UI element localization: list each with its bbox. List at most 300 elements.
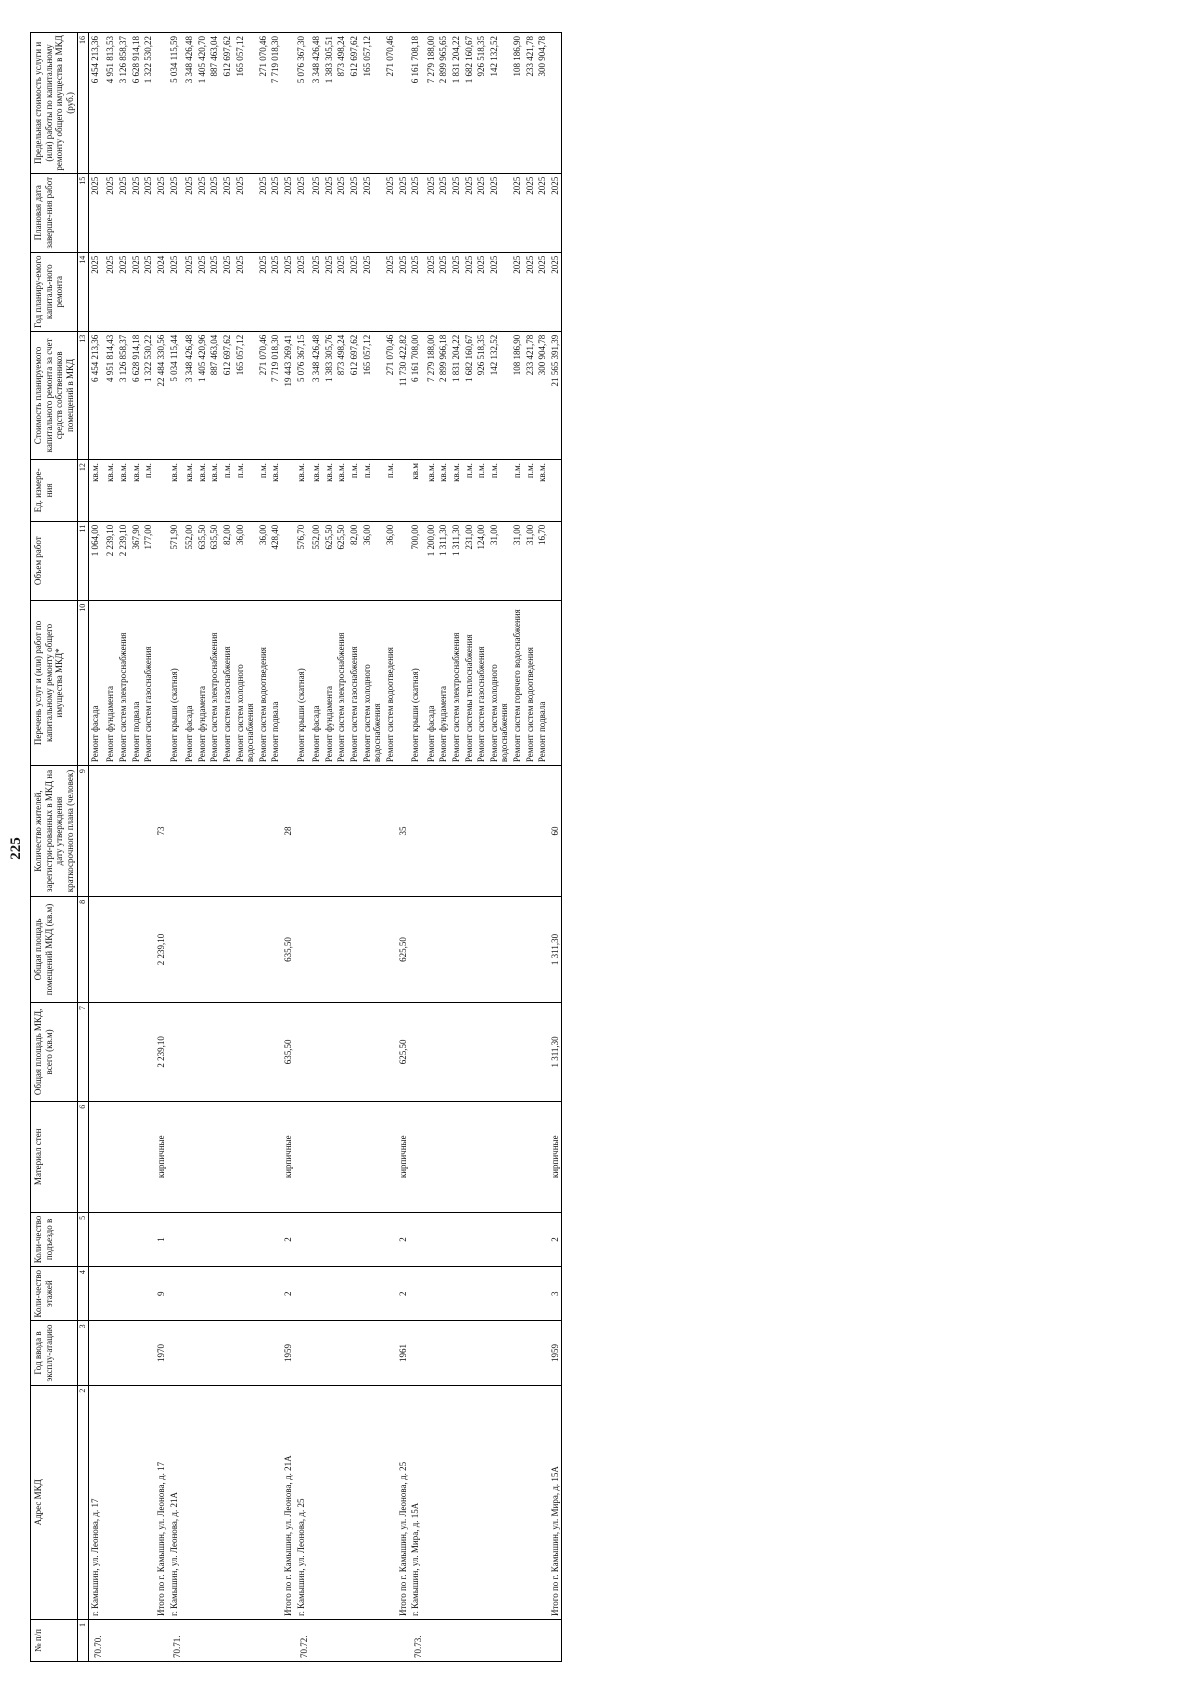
table-row [130,33,143,1662]
cell-floors [475,1267,488,1321]
cell-cost: 7 719 018,30 [269,331,282,459]
cell-number [323,1620,336,1662]
cell-volume: 576,70 [295,521,311,600]
cell-residents [183,766,196,897]
capital-repair-plan-table [30,32,562,1662]
cell-plan-year: 2025 [549,252,562,331]
cell-number [155,1620,168,1662]
cell-floors [221,1267,234,1321]
cell-number [488,1620,511,1662]
cell-entrances [463,1212,476,1266]
cell-floors [335,1267,348,1321]
cell-unit: п.м. [475,460,488,522]
cell-max-cost: 1 682 160,67 [463,33,476,174]
cell-volume: 31,00 [524,521,537,600]
table-row [295,33,311,1662]
cell-number [384,1620,397,1662]
cell-commission-year [130,1321,143,1385]
cell-volume [549,521,562,600]
cell-total-area [183,1003,196,1102]
table-row [221,33,234,1662]
cell-completion-date: 2025 [409,173,425,252]
cell-completion-date: 2025 [117,173,130,252]
cell-residents [409,766,425,897]
cell-wall-material [183,1101,196,1212]
cell-volume: 31,00 [488,521,511,600]
cell-address [208,1385,221,1619]
cell-address [524,1385,537,1619]
cell-floors: 2 [282,1267,295,1321]
cell-premises-area [425,896,438,1002]
cell-number: 70.72. [295,1620,311,1662]
table-row [208,33,221,1662]
cell-cost: 926 518,35 [475,331,488,459]
cell-address [323,1385,336,1619]
cell-address [361,1385,384,1619]
cell-floors [295,1267,311,1321]
cell-completion-date: 2025 [524,173,537,252]
cell-floors [524,1267,537,1321]
cell-residents [463,766,476,897]
cell-unit: кв.м. [437,460,450,522]
cell-completion-date: 2025 [221,173,234,252]
cell-address [234,1385,257,1619]
cell-volume [282,521,295,600]
cell-works: Ремонт систем холодного водоснабжения [488,600,511,765]
cell-total-area [257,1003,270,1102]
cell-number [282,1620,295,1662]
cell-entrances [117,1212,130,1266]
cell-works: Ремонт крыши (скатная) [168,600,184,765]
cell-plan-year: 2025 [475,252,488,331]
cell-completion-date: 2025 [450,173,463,252]
cell-floors [384,1267,397,1321]
column-number-7: 7 [78,1003,88,1102]
cell-max-cost: 926 518,35 [475,33,488,174]
cell-works: Ремонт систем водоотведения [384,600,397,765]
cell-address [450,1385,463,1619]
cell-works: Ремонт систем электроснабжения [117,600,130,765]
cell-wall-material [463,1101,476,1212]
column-number-4: 4 [78,1267,88,1321]
cell-commission-year [196,1321,209,1385]
cell-completion-date: 2025 [475,173,488,252]
cell-max-cost: 612 697,62 [348,33,361,174]
cell-number: 70.70. [88,1620,104,1662]
cell-plan-year: 2025 [196,252,209,331]
cell-floors [104,1267,117,1321]
cell-residents [475,766,488,897]
cell-address: Итого по г. Камышин, ул. Леонова, д. 21А [282,1385,295,1619]
cell-commission-year [295,1321,311,1385]
cell-volume: 36,00 [257,521,270,600]
cell-number [361,1620,384,1662]
cell-plan-year: 2025 [142,252,155,331]
cell-entrances [257,1212,270,1266]
cell-total-area [196,1003,209,1102]
cell-premises-area [183,896,196,1002]
cell-works: Ремонт фундамента [437,600,450,765]
cell-works: Ремонт фундамента [104,600,117,765]
cell-floors [361,1267,384,1321]
cell-cost: 3 126 858,37 [117,331,130,459]
cell-works: Ремонт фундамента [196,600,209,765]
cell-completion-date: 2025 [88,173,104,252]
cell-total-area [168,1003,184,1102]
column-number-12: 12 [78,460,88,522]
cell-completion-date: 2025 [463,173,476,252]
cell-residents [104,766,117,897]
table-row [348,33,361,1662]
cell-wall-material [130,1101,143,1212]
cell-plan-year: 2025 [536,252,549,331]
cell-premises-area [196,896,209,1002]
cell-address [257,1385,270,1619]
cell-max-cost: 6 628 914,18 [130,33,143,174]
cell-address [384,1385,397,1619]
cell-total-area [104,1003,117,1102]
header-address: Адрес МКД [31,1385,78,1619]
cell-completion-date: 2025 [536,173,549,252]
cell-commission-year [310,1321,323,1385]
cell-number [335,1620,348,1662]
cell-volume: 1 311,30 [437,521,450,600]
cell-plan-year: 2025 [88,252,104,331]
cell-max-cost: 5 034 115,59 [168,33,184,174]
cell-cost: 300 904,78 [536,331,549,459]
cell-floors [117,1267,130,1321]
cell-works: Ремонт систем электроснабжения [208,600,221,765]
column-number-5: 5 [78,1212,88,1266]
cell-completion-date: 2025 [234,173,257,252]
table-row [361,33,384,1662]
cell-plan-year: 2025 [524,252,537,331]
cell-premises-area: 1 311,30 [549,896,562,1002]
cell-residents [142,766,155,897]
cell-total-area [475,1003,488,1102]
cell-premises-area [142,896,155,1002]
cell-max-cost: 2 899 965,65 [437,33,450,174]
table-body [88,33,562,1662]
cell-residents [295,766,311,897]
table-row [450,33,463,1662]
cell-commission-year [511,1321,524,1385]
cell-plan-year: 2025 [130,252,143,331]
cell-works: Ремонт систем газоснабжения [221,600,234,765]
cell-completion-date: 2025 [142,173,155,252]
cell-max-cost: 271 070,46 [384,33,397,174]
cell-works: Ремонт крыши (скатная) [295,600,311,765]
cell-entrances [183,1212,196,1266]
cell-unit: кв.м. [183,460,196,522]
cell-residents [257,766,270,897]
cell-residents [196,766,209,897]
cell-entrances [269,1212,282,1266]
cell-wall-material [475,1101,488,1212]
cell-plan-year: 2025 [323,252,336,331]
cell-wall-material [409,1101,425,1212]
cell-commission-year [117,1321,130,1385]
cell-works: Ремонт систем электроснабжения [450,600,463,765]
cell-cost: 233 421,78 [524,331,537,459]
header-commission-year: Год ввода в эксплу-атацию [31,1321,78,1385]
cell-cost: 11 730 422,82 [397,331,410,459]
cell-wall-material [384,1101,397,1212]
cell-entrances [536,1212,549,1266]
cell-completion-date: 2025 [425,173,438,252]
cell-entrances [450,1212,463,1266]
cell-total-area: 635,50 [282,1003,295,1102]
cell-address [425,1385,438,1619]
cell-premises-area [409,896,425,1002]
cell-commission-year [88,1321,104,1385]
cell-entrances: 2 [282,1212,295,1266]
cell-wall-material [196,1101,209,1212]
cell-plan-year: 2025 [463,252,476,331]
cell-premises-area [488,896,511,1002]
cell-entrances [511,1212,524,1266]
header-wall-material: Материал стен [31,1101,78,1212]
cell-residents [536,766,549,897]
cell-floors: 2 [397,1267,410,1321]
column-number-2: 2 [78,1385,88,1619]
cell-plan-year: 2025 [168,252,184,331]
cell-works: Ремонт систем водоотведения [524,600,537,765]
cell-volume: 82,00 [348,521,361,600]
cell-works [282,600,295,765]
cell-cost: 22 484 330,56 [155,331,168,459]
cell-number [208,1620,221,1662]
total-row [282,33,295,1662]
cell-plan-year: 2025 [117,252,130,331]
cell-volume: 231,00 [463,521,476,600]
cell-completion-date: 2025 [335,173,348,252]
cell-unit: кв.м. [450,460,463,522]
cell-volume: 36,00 [234,521,257,600]
cell-plan-year: 2025 [397,252,410,331]
cell-entrances [335,1212,348,1266]
cell-entrances [208,1212,221,1266]
cell-premises-area [88,896,104,1002]
cell-cost: 612 697,62 [221,331,234,459]
cell-total-area [348,1003,361,1102]
cell-premises-area [257,896,270,1002]
cell-entrances [524,1212,537,1266]
cell-cost: 19 443 269,41 [282,331,295,459]
cell-cost: 2 899 966,18 [437,331,450,459]
cell-plan-year: 2025 [221,252,234,331]
cell-commission-year [437,1321,450,1385]
cell-wall-material [295,1101,311,1212]
cell-commission-year [361,1321,384,1385]
cell-premises-area [361,896,384,1002]
cell-wall-material [361,1101,384,1212]
cell-entrances [88,1212,104,1266]
cell-residents [335,766,348,897]
cell-plan-year: 2025 [348,252,361,331]
cell-entrances [295,1212,311,1266]
cell-commission-year: 1959 [549,1321,562,1385]
cell-address [463,1385,476,1619]
cell-commission-year [104,1321,117,1385]
cell-unit: п.м. [463,460,476,522]
cell-max-cost [282,33,295,174]
table-row [168,33,184,1662]
table-row [234,33,257,1662]
cell-cost: 873 498,24 [335,331,348,459]
cell-completion-date: 2025 [130,173,143,252]
cell-entrances [168,1212,184,1266]
cell-unit: кв.м. [196,460,209,522]
cell-cost: 1 831 204,22 [450,331,463,459]
cell-premises-area [437,896,450,1002]
cell-max-cost: 300 904,78 [536,33,549,174]
cell-cost: 108 186,90 [511,331,524,459]
cell-volume: 1 200,00 [425,521,438,600]
cell-commission-year [221,1321,234,1385]
cell-premises-area: 635,50 [282,896,295,1002]
cell-wall-material [348,1101,361,1212]
cell-number [511,1620,524,1662]
cell-address [183,1385,196,1619]
cell-premises-area [168,896,184,1002]
cell-total-area [335,1003,348,1102]
cell-plan-year: 2025 [361,252,384,331]
cell-total-area [425,1003,438,1102]
cell-residents: 35 [397,766,410,897]
cell-commission-year [208,1321,221,1385]
column-number-14: 14 [78,252,88,331]
cell-cost: 21 565 391,39 [549,331,562,459]
cell-wall-material [488,1101,511,1212]
cell-entrances [384,1212,397,1266]
cell-premises-area [104,896,117,1002]
cell-plan-year: 2025 [409,252,425,331]
cell-wall-material [257,1101,270,1212]
cell-commission-year [323,1321,336,1385]
cell-total-area [310,1003,323,1102]
cell-floors [348,1267,361,1321]
total-row [397,33,410,1662]
cell-total-area [488,1003,511,1102]
cell-completion-date: 2025 [437,173,450,252]
cell-entrances [348,1212,361,1266]
cell-entrances: 2 [549,1212,562,1266]
cell-commission-year [450,1321,463,1385]
cell-entrances: 2 [397,1212,410,1266]
cell-plan-year: 2025 [234,252,257,331]
cell-cost: 1 383 305,76 [323,331,336,459]
cell-works: Ремонт систем газоснабжения [142,600,155,765]
cell-floors [536,1267,549,1321]
cell-completion-date: 2025 [208,173,221,252]
cell-max-cost: 1 322 530,22 [142,33,155,174]
cell-max-cost: 873 498,24 [335,33,348,174]
cell-completion-date: 2025 [348,173,361,252]
cell-plan-year: 2025 [310,252,323,331]
cell-floors [269,1267,282,1321]
cell-works: Ремонт фундамента [323,600,336,765]
cell-volume: 367,90 [130,521,143,600]
cell-total-area [295,1003,311,1102]
table-row [88,33,104,1662]
cell-unit: кв.м. [536,460,549,522]
cell-commission-year [463,1321,476,1385]
cell-unit: кв.м. [168,460,184,522]
cell-works: Ремонт систем водоотведения [257,600,270,765]
cell-total-area [234,1003,257,1102]
cell-address [196,1385,209,1619]
cell-volume: 1 311,30 [450,521,463,600]
header-max-cost: Предельная стоимость услуги и (или) работы по капитальному ремонту общего имущества в МКД (руб.) [31,33,78,174]
cell-total-area [409,1003,425,1102]
cell-unit: п.м. [511,460,524,522]
cell-wall-material [323,1101,336,1212]
cell-number [348,1620,361,1662]
table-row [437,33,450,1662]
cell-works: Ремонт систем холодного водоснабжения [361,600,384,765]
table-row [183,33,196,1662]
cell-max-cost: 4 951 813,53 [104,33,117,174]
cell-wall-material [208,1101,221,1212]
cell-works: Ремонт фасада [425,600,438,765]
cell-residents [488,766,511,897]
cell-residents [130,766,143,897]
cell-total-area [142,1003,155,1102]
cell-number [196,1620,209,1662]
cell-residents [117,766,130,897]
header-volume: Объем работ [31,521,78,600]
cell-entrances [409,1212,425,1266]
table-row [196,33,209,1662]
cell-wall-material [269,1101,282,1212]
cell-total-area [463,1003,476,1102]
header-entrances: Коли-чество подъездо в [31,1212,78,1266]
cell-completion-date: 2025 [384,173,397,252]
cell-entrances [425,1212,438,1266]
cell-wall-material [335,1101,348,1212]
cell-entrances [196,1212,209,1266]
header-number: № п/п [31,1620,78,1662]
cell-number [130,1620,143,1662]
cell-premises-area [323,896,336,1002]
cell-volume: 428,40 [269,521,282,600]
cell-address: г. Камышин, ул. Мира, д. 15А [409,1385,425,1619]
cell-max-cost: 142 132,52 [488,33,511,174]
cell-cost: 165 057,12 [361,331,384,459]
cell-cost: 3 348 426,48 [310,331,323,459]
cell-volume: 124,00 [475,521,488,600]
cell-volume: 36,00 [361,521,384,600]
cell-plan-year: 2025 [425,252,438,331]
cell-unit: кв.м. [208,460,221,522]
cell-wall-material [425,1101,438,1212]
cell-floors [437,1267,450,1321]
cell-plan-year: 2025 [295,252,311,331]
cell-premises-area [269,896,282,1002]
cell-max-cost: 7 279 188,00 [425,33,438,174]
cell-floors: 3 [549,1267,562,1321]
cell-entrances [104,1212,117,1266]
cell-completion-date: 2025 [282,173,295,252]
cell-max-cost: 233 421,78 [524,33,537,174]
cell-floors [208,1267,221,1321]
cell-commission-year [234,1321,257,1385]
cell-unit [549,460,562,522]
cell-total-area [511,1003,524,1102]
cell-max-cost: 1 383 305,51 [323,33,336,174]
cell-volume: 635,50 [208,521,221,600]
